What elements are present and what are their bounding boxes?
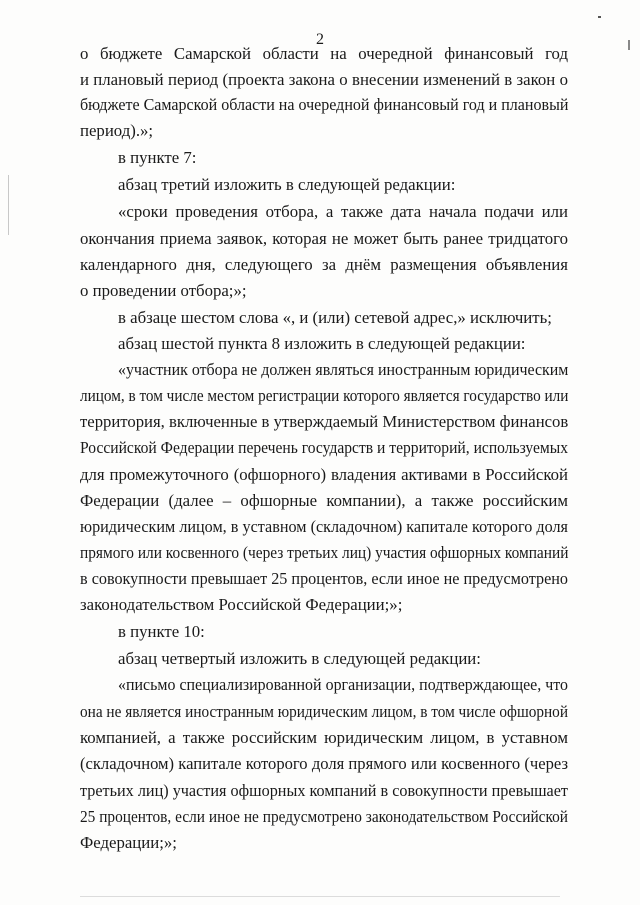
text-line: «письмо специализированной организации, подтверждающее, что <box>118 675 569 694</box>
text-line: календарного дня, следующего за днём размещения объявления <box>80 255 568 274</box>
text-line: законодательством Российской Федерации;»; <box>80 595 403 614</box>
scan-artifact <box>628 40 630 50</box>
text-line: компанией, а также российским юридическим лицом, в уставном <box>80 728 568 747</box>
text-line: в абзаце шестом слова «, и (или) сетевой адрес,» исключить; <box>118 308 552 327</box>
scan-artifact <box>8 175 9 235</box>
text-line: Федерации;»; <box>80 833 177 852</box>
text-line: в совокупности превышает 25 процентов, если иное не предусмотрено <box>80 569 568 588</box>
text-line: окончания приема заявок, которая не может быть ранее тридцатого <box>80 229 568 248</box>
scan-artifact <box>598 16 601 18</box>
text-line: и плановый период (проекта закона о внесении изменений в закон о <box>80 70 568 89</box>
text-line: о проведении отбора;»; <box>80 281 247 300</box>
text-line: «участник отбора не должен являться иностранным юридическим <box>118 360 569 379</box>
text-line: абзац четвертый изложить в следующей редакции: <box>118 649 481 668</box>
text-line: в пункте 10: <box>118 622 205 641</box>
text-line: для промежуточного (офшорного) владения активами в Российской <box>80 465 568 484</box>
text-line: территория, включенные в утверждаемый Министерством финансов <box>80 412 569 431</box>
text-line: период).»; <box>80 121 154 140</box>
text-line: она не является иностранным юридическим лицом, в том числе офшорной <box>80 702 569 721</box>
text-line: о бюджете Самарской области на очередной финансовый год <box>80 44 568 63</box>
text-line: третьих лиц) участия офшорных компаний в совокупности превышает <box>80 781 568 800</box>
text-line: в пункте 7: <box>118 148 197 167</box>
text-line: бюджете Самарской области на очередной финансовый год и плановый <box>80 95 569 114</box>
text-line: абзац шестой пункта 8 изложить в следующей редакции: <box>118 334 526 353</box>
scan-artifact <box>80 896 560 897</box>
text-line: лицом, в том числе местом регистрации которого является государство или <box>80 386 569 405</box>
text-line: юридическим лицом, в уставном (складочном) капитале которого доля <box>80 517 568 536</box>
text-line: абзац третий изложить в следующей редакции: <box>118 175 456 194</box>
page-number: 2 <box>316 31 324 48</box>
text-line: (складочном) капитале которого доля прямого или косвенного (через <box>80 754 569 773</box>
text-line: Федерации (далее – офшорные компании), а также российским <box>80 491 568 510</box>
text-line: Российской Федерации перечень государств и территорий, используемых <box>80 438 569 457</box>
text-line: прямого или косвенного (через третьих лиц) участия офшорных компаний <box>80 543 569 562</box>
text-line: «сроки проведения отбора, а также дата начала подачи или <box>118 202 568 221</box>
text-line: 25 процентов, если иное не предусмотрено законодательством Российской <box>80 807 569 826</box>
